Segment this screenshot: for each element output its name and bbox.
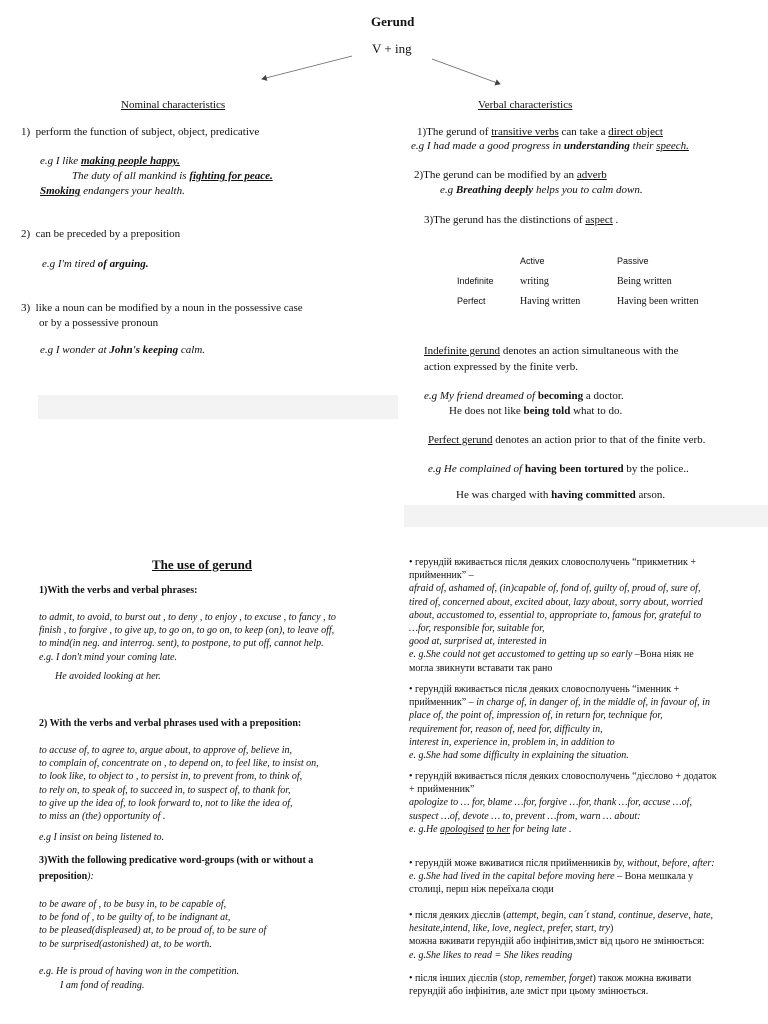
n6-post: ) також можна вживати [592, 973, 692, 984]
table-row-label: Perfect [457, 296, 486, 306]
n5-i2: hesitate,intend, like, love, neglect, prefer, start, try [409, 923, 610, 935]
table-col-active: Active [520, 256, 545, 266]
n6-pre: • після інших дієслів ( [409, 973, 504, 984]
note-5-line: можна вживати герундій або інфінітив,зміст від цього не змінюється: [409, 936, 705, 948]
use-section-1-example-2: He avoided looking at her. [55, 671, 161, 682]
note-5-line [409, 909, 759, 922]
note-1-line: прийменник” – [409, 570, 474, 582]
perf-ex2-bold: having committed [551, 489, 636, 501]
use-s3-line: to be surprised(astonished) at, to be worth. [39, 938, 212, 950]
table-cell: writing [520, 276, 549, 287]
num-3: 3) [21, 302, 31, 314]
v2-u: adverb [576, 169, 607, 181]
perfect-example-1 [428, 463, 689, 477]
note-3-line: apologize to … for, blame …for, forgive …for, thank …for, accuse …of, [409, 797, 692, 809]
num-1: 1) [21, 126, 31, 138]
v1-pre: 1)The gerund of [417, 126, 492, 138]
ex4-pre: e.g I'm tired [42, 258, 98, 270]
note-4-line [409, 857, 759, 870]
note-1-line: good at, surprised at, interested in [409, 636, 547, 648]
nominal-example-1 [40, 155, 180, 169]
use-s2-line: to miss an (the) opportunity of . [39, 810, 166, 822]
perf-ex2-post: arson. [635, 489, 666, 501]
v3-post: . [612, 214, 619, 226]
note-2-line: • герундій вживається після деяких словосполучень “іменник + [409, 684, 680, 695]
note-3 [409, 770, 759, 836]
table-col-passive: Passive [617, 256, 649, 266]
use-s2-line: to look like, to object to , to persist in, to prevent from, to think of, [39, 771, 303, 783]
n3-ex-post: for being late . [510, 823, 572, 835]
v2-pre: 2)The gerund can be modified by an [414, 169, 577, 181]
note-5-example: e. g.She likes to read = She likes reading [409, 949, 573, 961]
nominal-example-3 [40, 185, 185, 199]
nominal-point-2 [21, 228, 180, 242]
n3-ex-pre: e. g.He [409, 823, 441, 835]
ex4-bold: of arguing. [97, 258, 149, 270]
verbal-example-2 [440, 184, 643, 198]
n4-i: by, without, before, after: [613, 858, 715, 869]
indefinite-example-2 [449, 405, 622, 419]
use-s2-line: to give up the idea of, to look forward to, not to like the idea of, [39, 797, 293, 809]
table-row-label: Indefinite [457, 276, 494, 286]
ex1-bold: making people happy. [80, 155, 180, 167]
indef-u: Indefinite gerund [424, 345, 501, 357]
v1-ex-u: speech. [656, 140, 689, 152]
ind-ex2-pre: He does not like [449, 405, 524, 417]
n2-i: in charge of, in danger of, in the middle of, in favour of, in [476, 697, 710, 709]
indefinite-example-1 [424, 390, 624, 404]
indef-post: denotes an action simultaneous with the [500, 345, 679, 357]
note-1 [409, 556, 759, 675]
s3-prep-post: ): [87, 871, 94, 882]
page-title: Gerund [371, 14, 415, 29]
use-s3-line: to be fond of , to be guilty of, to be indignant at, [39, 912, 231, 924]
ind-ex1-pre: e.g My friend dreamed of [424, 390, 538, 402]
use-section-2-example: e.g I insist on being listened to. [39, 832, 164, 843]
table-cell: Having been written [617, 296, 699, 307]
ex3-bold: Smoking [40, 185, 81, 197]
note-2-example: e. g.She had some difficulty in explaining the situation. [409, 749, 629, 761]
perf-ex1-bold: having been tortured [524, 463, 624, 475]
n3-ex-u1: apologised [440, 823, 484, 835]
use-section-3-heading-line2 [39, 871, 94, 884]
v3-pre: 3)The gerund has the distinctions of [424, 214, 586, 226]
use-section-2-list [39, 744, 389, 823]
note-2-line: requirement for, reason of, need for, difficulty in, [409, 723, 603, 735]
note-6 [409, 972, 759, 998]
use-section-3-example-2: I am fond of reading. [60, 980, 145, 991]
ex2-bold: fighting for peace. [189, 170, 273, 182]
note-1-line: …for, responsible for, suitable for, [409, 622, 545, 634]
note-1-example-line2: могла звикнути вставати так рано [409, 662, 553, 674]
use-s1-line: to admit, to avoid, to burst out , to deny , to enjoy , to excuse , to fancy , to [39, 612, 336, 623]
perfect-example-2 [456, 489, 665, 503]
nominal-p3-line1: like a noun can be modified by a noun in the possessive case [35, 302, 303, 314]
use-s1-line: to mind(in neg. and interrog. sent), to postpone, to put off, cannot help. [39, 638, 324, 650]
v2-ex-bold: Breathing deeply [455, 184, 534, 196]
table-cell: Being written [617, 276, 672, 287]
perf-ex2-pre: He was charged with [456, 489, 552, 501]
note-6-line: герундій або інфінітив, але зміст при цьому змінюється. [409, 986, 649, 998]
use-section-1-list [39, 611, 389, 664]
scan-shade-right [404, 505, 768, 527]
note-4 [409, 857, 759, 897]
verbal-example-1 [411, 140, 689, 154]
note-5 [409, 909, 759, 962]
verbal-point-1 [417, 126, 663, 140]
ex5-pre: e.g I wonder at [40, 344, 110, 356]
v1-u1: transitive verbs [491, 126, 559, 138]
use-s2-line: to accuse of, to agree to, argue about, to approve of, believe in, [39, 745, 292, 756]
note-1-line: tired of, concerned about, excited about, lazy about, sorry about, worried [409, 596, 703, 608]
perf-ex1-post: by the police.. [623, 463, 689, 475]
n4-ex-post: – Вона мешкала у [614, 871, 694, 883]
note-3-example [409, 823, 759, 836]
n3-ex-u2: to her [486, 823, 511, 835]
nominal-point-3 [21, 302, 303, 316]
use-s2-line: to complain of, concentrate on , to depend on, to feel like, to insist on, [39, 758, 319, 770]
note-1-line: afraid of, ashamed of, (in)capable of, fond of, guilty of, proud of, sure of, [409, 583, 701, 595]
n5-i: attempt, begin, can´t stand, continue, deserve, hate, [506, 910, 714, 921]
ex2-pre: The duty of all mankind is [72, 170, 190, 182]
use-section-2-heading: 2) With the verbs and verbal phrases used with a preposition: [39, 718, 302, 729]
nominal-point-1 [21, 126, 259, 140]
num-2: 2) [21, 228, 31, 240]
nominal-example-2 [72, 170, 273, 184]
ind-ex2-bold: being told [523, 405, 571, 417]
n2-pre: прийменник” – [409, 697, 477, 709]
perfect-gerund-def [428, 434, 705, 448]
perf-post: denotes an action prior to that of the finite verb. [492, 434, 706, 446]
note-1-line: about, accustomed to, essential to, appropriate to, famous for, grateful to [409, 609, 702, 621]
n6-i: stop, remember, forget [503, 973, 593, 984]
note-2-line: interest in, experience in, problem in, in addition to [409, 736, 615, 748]
nominal-point-3-line2: or by a possessive pronoun [39, 317, 159, 329]
nominal-p1-text: perform the function of subject, object, predicative [35, 126, 260, 138]
use-section-3-list [39, 898, 389, 951]
verbal-point-3 [424, 214, 618, 228]
note-3-line: + прийменник” [409, 784, 475, 796]
s3-prep: preposition [39, 871, 88, 882]
ex5-post: calm. [178, 344, 206, 356]
branch-arrows [0, 0, 768, 100]
use-section-3-heading: 3)With the following predicative word-groups (with or without a [39, 855, 314, 866]
note-2 [409, 683, 759, 762]
v1-ex-mid: their [629, 140, 657, 152]
n5-post: ) [609, 923, 614, 935]
n5-pre: • після деяких дієслів ( [409, 910, 507, 921]
use-section-1-heading: 1)With the verbs and verbal phrases: [39, 585, 198, 596]
use-s3-line: to be pleased(displeased) at, to be proud of, to be sure of [39, 925, 267, 937]
arrow-right [432, 59, 500, 84]
note-4-line: столиці, перш ніж переїхала сюди [409, 884, 554, 896]
nominal-example-5 [40, 344, 205, 358]
n1-ex-i: e. g.She could not get accustomed to getting up so early [409, 649, 635, 661]
ex5-bold: John's keeping [109, 344, 179, 356]
use-title: The use of gerund [152, 557, 253, 572]
use-s2-line: to rely on, to speak of, to succeed in, to suspect of, to thank for, [39, 784, 291, 796]
use-s1-example: e.g. I don't mind your coming late. [39, 651, 177, 663]
n4-pre: • герундій може вживатися після прийменників [409, 858, 614, 869]
indefinite-gerund-def-line2: action expressed by the finite verb. [424, 361, 578, 373]
perf-ex1-pre: e.g He complained of [428, 463, 525, 475]
nominal-heading: Nominal characteristics [121, 99, 226, 111]
use-s3-line: to be aware of , to be busy in, to be capable of, [39, 899, 227, 910]
n1-ex-post: –Вона ніяк не [634, 649, 694, 661]
v3-u: aspect [585, 214, 613, 226]
note-2-line: place of, the point of, impression of, in return for, technique for, [409, 710, 663, 722]
v2-ex-pre: e.g [440, 184, 456, 196]
v2-ex-post: helps you to calm down. [533, 184, 643, 196]
note-3-line: • герундій вживається після деяких словосполучень “дієслово + додаток [409, 771, 717, 782]
ind-ex1-post: a doctor. [583, 390, 624, 402]
note-1-example [409, 648, 759, 661]
use-section-3-example-1: e.g. He is proud of having won in the competition. [39, 966, 240, 977]
v1-mid: can take a [558, 126, 609, 138]
arrow-left [262, 56, 352, 79]
ind-ex2-post: what to do. [570, 405, 623, 417]
nominal-example-4 [42, 258, 148, 272]
ex3-post: endangers your health. [80, 185, 185, 197]
note-4-line [409, 870, 759, 883]
formula: V + ing [372, 41, 412, 56]
note-2-line [409, 696, 759, 709]
v1-u2: direct object [608, 126, 663, 138]
use-s1-line: finish , to forgive , to give up, to go on, to go on, to keep (on), to leave off, [39, 625, 335, 637]
v1-ex-bold: understanding [563, 140, 630, 152]
n4-ex-i: e. g.She had lived in the capital before moving here [409, 871, 615, 883]
verbal-point-2 [414, 169, 607, 183]
note-3-line: suspect …of, devote … to, prevent …from, warn … about: [409, 810, 641, 822]
scan-shade-left [38, 395, 398, 419]
verbal-heading: Verbal characteristics [478, 99, 573, 111]
perf-u: Perfect gerund [428, 434, 493, 446]
note-1-line: • герундій вживається після деяких словосполучень “прикметник + [409, 557, 697, 568]
ex1-pre: e.g I like [40, 155, 81, 167]
table-cell: Having written [520, 296, 581, 307]
note-6-line [409, 972, 759, 985]
nominal-p2-text: can be preceded by a preposition [35, 228, 181, 240]
v1-ex-pre: e.g I had made a good progress in [411, 140, 564, 152]
ind-ex1-bold: becoming [537, 390, 584, 402]
indefinite-gerund-def [424, 345, 678, 359]
note-5-line [409, 922, 759, 935]
